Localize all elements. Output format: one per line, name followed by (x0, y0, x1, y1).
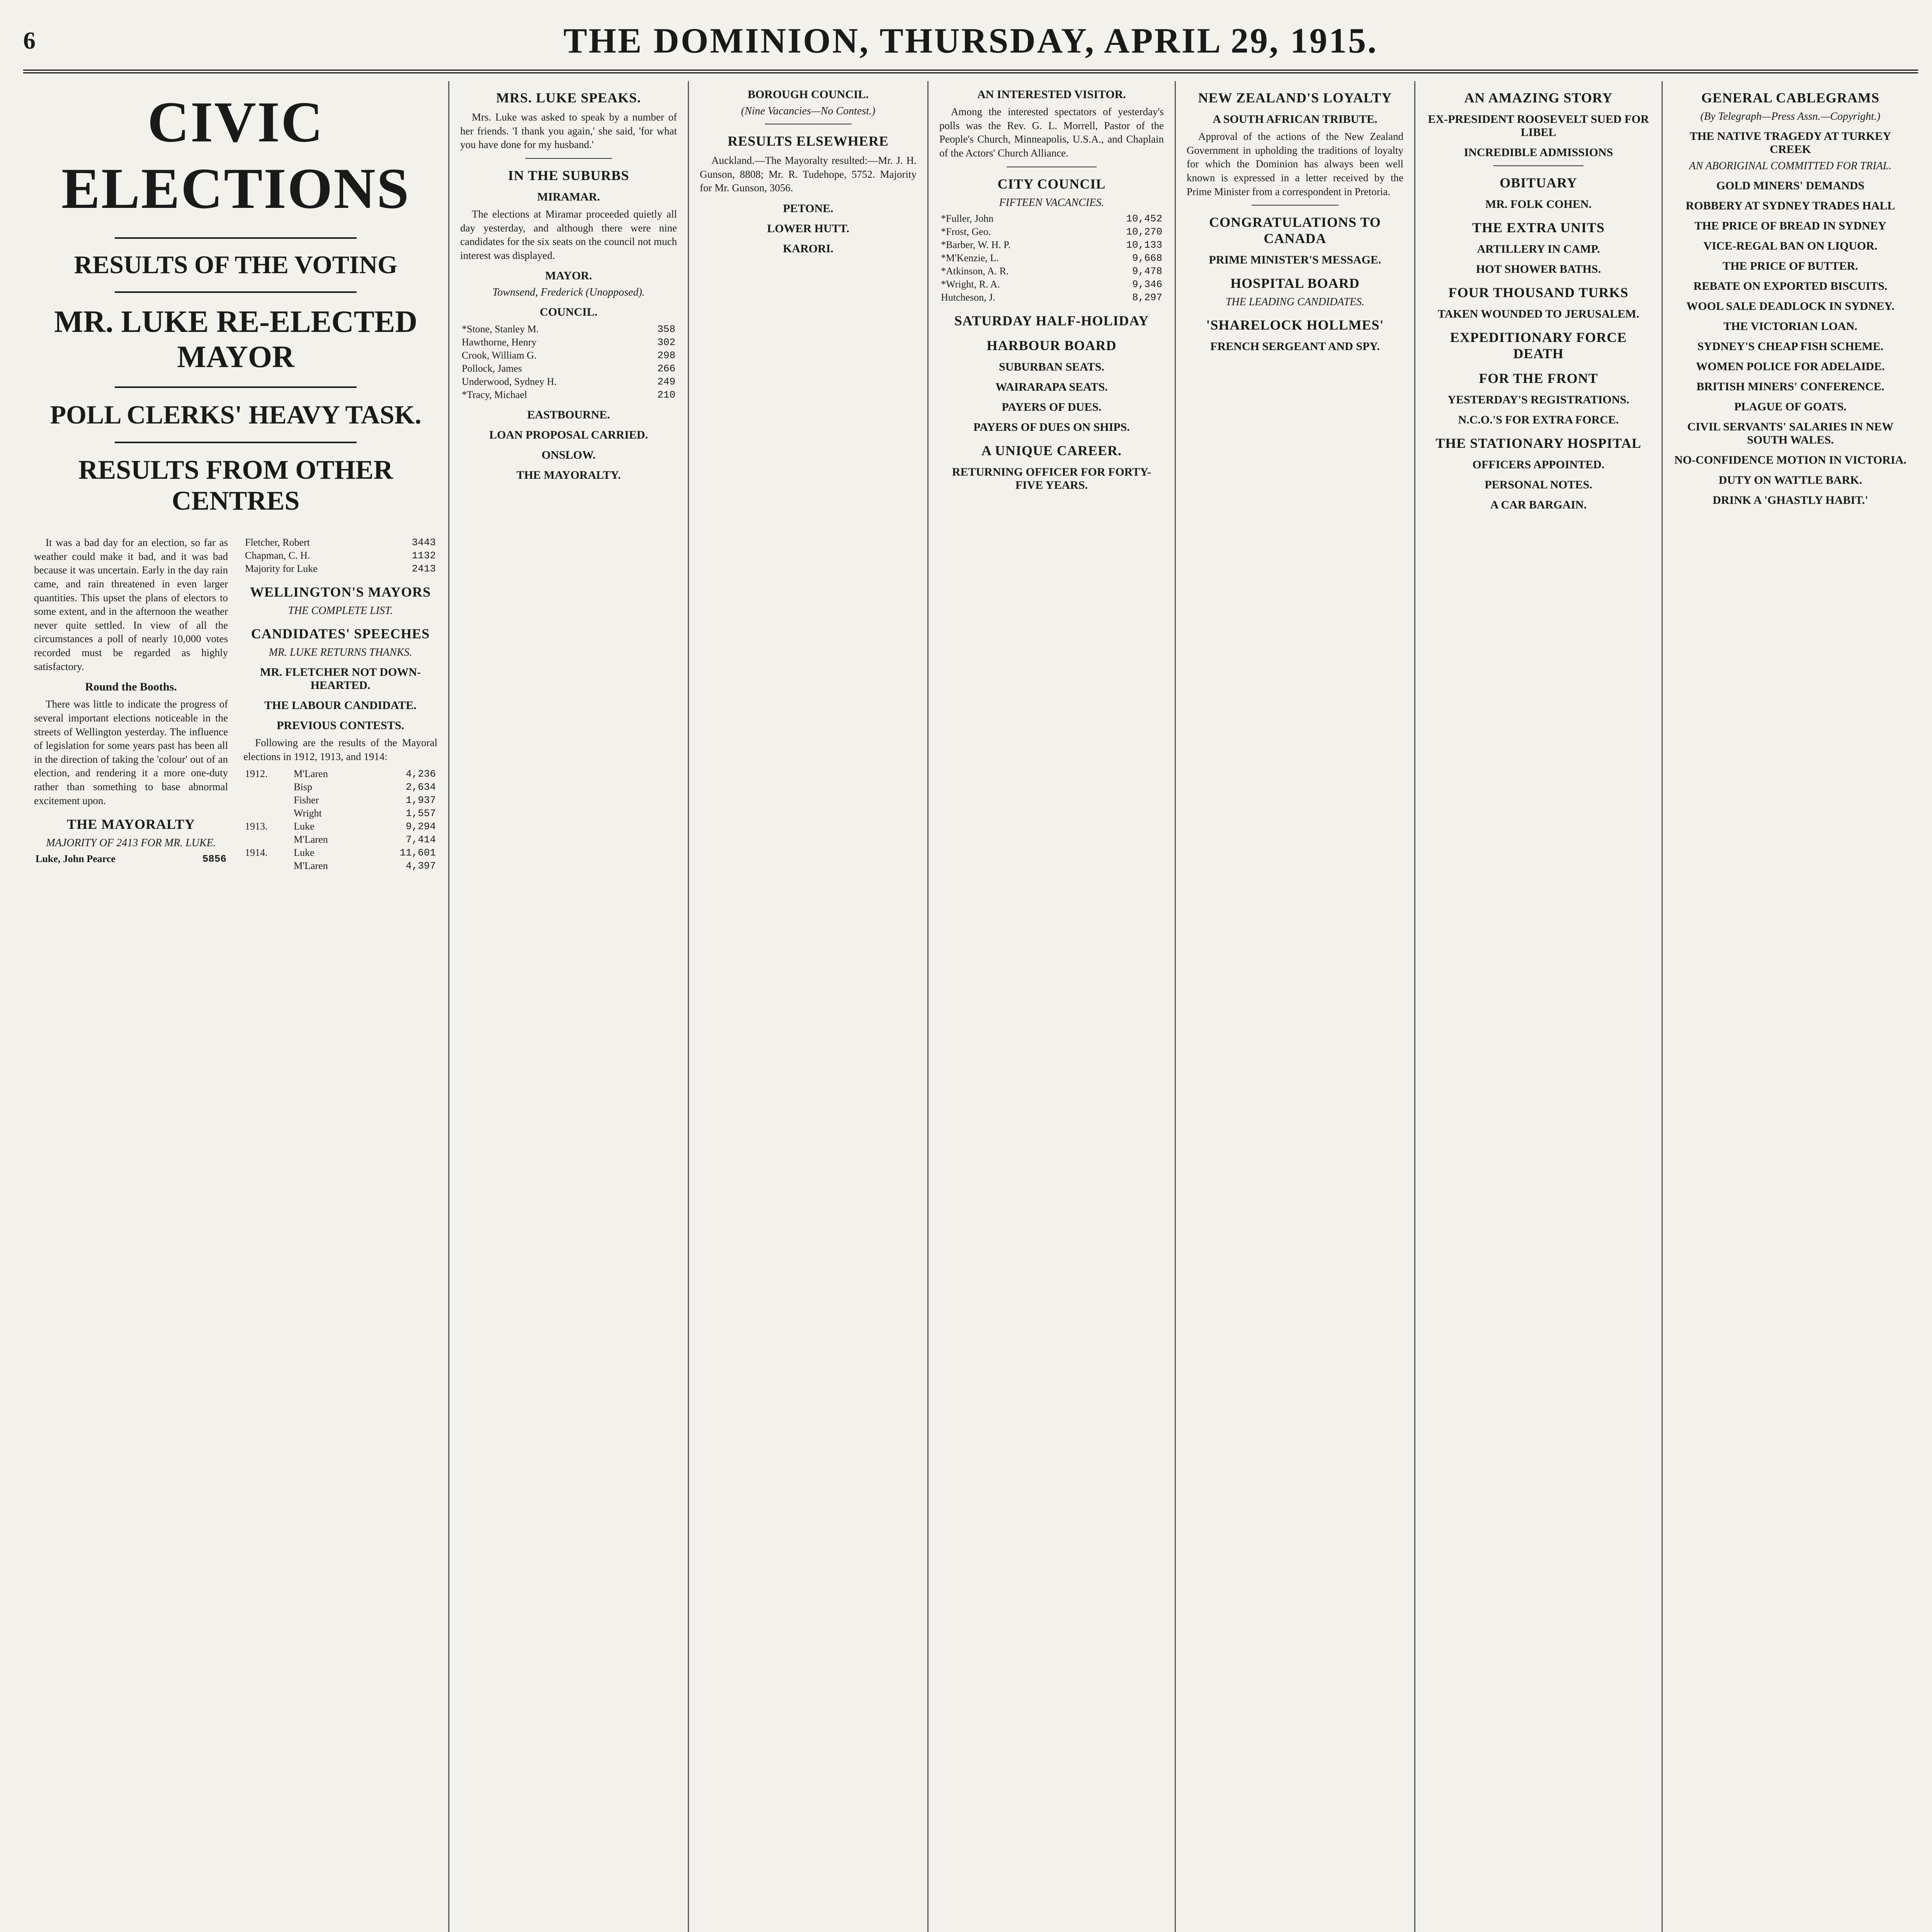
table-row: *Tracy, Michael 210 (462, 389, 675, 401)
table-row: Bisp 2,634 (294, 781, 436, 793)
payers-heading: PAYERS OF DUES. (1002, 400, 1102, 413)
divider (115, 237, 357, 239)
mayoralty-heading-2: THE MAYORALTY. (516, 469, 621, 482)
rebate-heading: REBATE ON EXPORTED BISCUITS. (1693, 280, 1888, 293)
suburbs-heading: IN THE SUBURBS (508, 167, 629, 183)
headline-other-centres: RESULTS FROM OTHER CENTRES (78, 455, 393, 516)
borough-sub: (Nine Vacancies—No Contest.) (741, 105, 876, 117)
table-row: *Atkinson, A. R. 9,478 (941, 265, 1162, 277)
headline-poll-clerks: POLL CLERKS' HEAVY TASK. (50, 400, 422, 429)
returning-heading: RETURNING OFFICER FOR FORTY-FIVE YEARS. (952, 465, 1151, 492)
british-miners-heading: BRITISH MINERS' CONFERENCE. (1696, 380, 1884, 393)
mayor-name: Townsend, Frederick (Unopposed). (492, 286, 645, 299)
career-heading: A UNIQUE CAREER. (981, 442, 1122, 458)
round-booths-heading: Round the Booths. (85, 680, 177, 694)
intro-paragraph: It was a bad day for an election, so far as weather could make it bad, and it was bad because it was uncertain. Early in the day rain came, and rain threatened in even larger quantities. This upset the plans of electors to some extent, and in the afternoon the weather never quite settled. In view of all the circumstances a poll of nearly 10,000 votes recorded must be regarded as highly satisfactory. (34, 537, 228, 672)
table-row: Crook, William G. 298 (462, 350, 675, 362)
expeditionary-heading: EXPEDITIONARY FORCE DEATH (1450, 330, 1627, 361)
headline-luke-reelected: MR. LUKE RE-ELECTED MAYOR (54, 305, 418, 374)
headline-civic-elections: CIVIC ELECTIONS (61, 90, 410, 221)
trial-heading: AN ABORIGINAL COMMITTED FOR TRIAL. (1689, 160, 1892, 172)
loyalty-heading: NEW ZEALAND'S LOYALTY (1198, 90, 1392, 105)
artillery-heading: ARTILLERY IN CAMP. (1477, 243, 1600, 255)
car-bargain-heading: A CAR BARGAIN. (1490, 498, 1587, 511)
table-row: *Barber, W. H. P. 10,133 (941, 239, 1162, 251)
visitor-heading: AN INTERESTED VISITOR. (977, 88, 1126, 101)
column-loyalty (1175, 81, 1414, 1932)
tribute-heading: A SOUTH AFRICAN TRIBUTE. (1213, 113, 1378, 126)
results-elsewhere-heading: RESULTS ELSEWHERE (728, 133, 889, 149)
table-row: Luke, John Pearce 5856 (36, 853, 226, 865)
column-front (1414, 81, 1662, 1932)
column-cablegrams (1662, 81, 1918, 1932)
city-council-heading: CITY COUNCIL (997, 176, 1106, 192)
table-row: Hutcheson, J. 8,297 (941, 291, 1162, 303)
onslow-heading: ONSLOW. (541, 449, 596, 462)
previous-contests-text: Following are the results of the Mayoral elections in 1912, 1913, and 1914: (243, 737, 437, 762)
harbour-heading: HARBOUR BOARD (986, 337, 1117, 353)
table-row: 1912. M'Laren 4,236 (245, 768, 436, 780)
robbery-heading: ROBBERY AT SYDNEY TRADES HALL (1685, 199, 1895, 212)
amazing-heading: AN AMAZING STORY (1464, 90, 1613, 105)
folk-cohen-heading: MR. FOLK COHEN. (1485, 198, 1592, 211)
petone-heading: PETONE. (783, 202, 833, 215)
women-police-heading: WOMEN POLICE FOR ADELAIDE. (1696, 360, 1885, 373)
miramar-heading: MIRAMAR. (537, 190, 600, 203)
loan-heading-vic: THE VICTORIAN LOAN. (1723, 320, 1857, 333)
wellingtons-mayors-heading: WELLINGTON'S MAYORS (250, 584, 431, 600)
civil-servants-heading: CIVIL SERVANTS' SALARIES IN NEW SOUTH WALES. (1687, 420, 1894, 446)
table-row: Majority for Luke 2413 (245, 563, 436, 575)
gold-heading: GOLD MINERS' DEMANDS (1716, 179, 1865, 192)
tribute-text: Approval of the actions of the New Zealand Government in upholding the traditions of loyalty for which the Dominion has always been well known is expressed in a letter received by the Prime Minister from a correspondent in Pretoria. (1187, 131, 1403, 197)
candidates-speeches-heading: CANDIDATES' SPEECHES (251, 626, 430, 641)
obituary-heading: OBITUARY (1500, 175, 1577, 190)
wellingtons-mayors-sub: THE COMPLETE LIST. (288, 605, 393, 617)
table-row: *Fuller, John 10,452 (941, 213, 1162, 224)
reinforcements-heading: YESTERDAY'S REGISTRATIONS. (1447, 393, 1629, 406)
column-civic-elections (23, 81, 448, 1932)
goats-heading: PLAGUE OF GOATS. (1734, 400, 1847, 413)
eastbourne-heading: EASTBOURNE. (527, 408, 610, 422)
visitor-text: Among the interested spectators of yesterday's polls was the Rev. G. L. Morrell, Pastor of the People's Church, Minneapolis, U.S.A., and Chaplain of the Actors' Church Alliance. (939, 106, 1164, 159)
hospital-sub: THE LEADING CANDIDATES. (1225, 296, 1365, 308)
ships-heading: PAYERS OF DUES ON SHIPS. (973, 420, 1130, 434)
sergeant-heading: FRENCH SERGEANT AND SPY. (1210, 340, 1380, 353)
turkey-heading: THE NATIVE TRAGEDY AT TURKEY CREEK (1689, 130, 1891, 156)
miramar-council-table (460, 323, 677, 401)
column-results-elsewhere (688, 81, 927, 1932)
table-row: Underwood, Sydney H. 249 (462, 376, 675, 388)
half-holiday-heading: SATURDAY HALF-HOLIDAY (954, 313, 1149, 328)
cables-sub: (By Telegraph—Press Assn.—Copyright.) (1700, 111, 1881, 122)
previous-contests-table (243, 767, 437, 872)
incredible-heading: INCREDIBLE ADMISSIONS (1464, 146, 1613, 159)
city-council-sub: FIFTEEN VACANCIES. (999, 196, 1104, 209)
loan-heading: LOAN PROPOSAL CARRIED. (489, 429, 648, 442)
table-row: M'Laren 7,414 (294, 834, 436, 846)
miramar-text: The elections at Miramar proceeded quietly all day yesterday, and although there were nine candidates for the six seats on the council not much interest was displayed. (460, 208, 677, 261)
mayoralty-heading: THE MAYORALTY (67, 816, 195, 832)
officers-heading: OFFICERS APPOINTED. (1472, 458, 1605, 471)
stationary-heading: THE STATIONARY HOSPITAL (1435, 435, 1641, 451)
vice-regal-heading: VICE-REGAL BAN ON LIQUOR. (1703, 240, 1878, 252)
no-confidence-heading: NO-CONFIDENCE MOTION IN VICTORIA. (1674, 454, 1906, 466)
bread-heading: THE PRICE OF BREAD IN SYDNEY (1694, 219, 1886, 232)
wool-heading: WOOL SALE DEADLOCK IN SYDNEY. (1686, 300, 1895, 313)
table-row: 1914. Luke 11,601 (245, 847, 436, 859)
table-row: Fisher 1,937 (294, 794, 436, 806)
roosevelt-heading: EX-PRESIDENT ROOSEVELT SUED FOR LIBEL (1428, 113, 1649, 139)
paper-title: THE DOMINION, THURSDAY, APRIL 29, 1915. (563, 21, 1378, 60)
borough-heading: BOROUGH COUNCIL. (747, 88, 869, 101)
front-heading: FOR THE FRONT (1479, 371, 1598, 386)
mayor-label: MAYOR. (545, 269, 592, 282)
labour-heading: THE LABOUR CANDIDATE. (264, 699, 417, 712)
mayoralty-majority: MAJORITY OF 2413 FOR MR. LUKE. (46, 837, 216, 849)
personal-heading: PERSONAL NOTES. (1485, 478, 1592, 491)
auckland-text: Auckland.—The Mayoralty resulted:—Mr. J. H. Gunson, 8808; Mr. R. Tudehope, 5752. Majority for Mr. Gunson, 3056. (700, 155, 917, 194)
table-row: *Stone, Stanley M. 358 (462, 323, 675, 335)
divider (115, 442, 357, 443)
table-row: Hawthorne, Henry 302 (462, 337, 675, 349)
table-row: *M'Kenzie, L. 9,668 (941, 252, 1162, 264)
council-label: COUNCIL. (539, 306, 598, 319)
table-row: Chapman, C. H. 1132 (245, 550, 436, 561)
karori-heading: KARORI. (783, 242, 833, 255)
column-suburbs (448, 81, 688, 1932)
ncos-heading: N.C.O.'S FOR EXTRA FORCE. (1458, 413, 1619, 426)
drink-heading: DRINK A 'GHASTLY HABIT.' (1713, 494, 1868, 507)
previous-contests-heading: PREVIOUS CONTESTS. (276, 719, 405, 732)
showers-heading: HOT SHOWER BATHS. (1476, 263, 1601, 276)
candidates-speeches-sub: MR. LUKE RETURNS THANKS. (269, 646, 412, 658)
city-council-table (939, 212, 1164, 304)
civic-body (34, 536, 437, 872)
headline-results: RESULTS OF THE VOTING (74, 251, 398, 279)
jerusalem-heading: TAKEN WOUNDED TO JERUSALEM. (1437, 308, 1639, 320)
prime-minister-heading: PRIME MINISTER'S MESSAGE. (1209, 253, 1381, 267)
fish-heading: SYDNEY'S CHEAP FISH SCHEME. (1697, 340, 1884, 353)
mrs-luke-text: Mrs. Luke was asked to speak by a number of her friends. 'I thank you again,' she said, 'for what you have done for my husband.' (460, 111, 677, 151)
masthead (23, 12, 1918, 73)
cables-heading: GENERAL CABLEGRAMS (1701, 90, 1880, 105)
table-row: 1913. Luke 9,294 (245, 821, 436, 833)
hospital-heading: HOSPITAL BOARD (1230, 276, 1360, 291)
butter-heading: THE PRICE OF BUTTER. (1723, 260, 1858, 272)
page-number: 6 (23, 27, 36, 54)
table-row: *Wright, R. A. 9,346 (941, 278, 1162, 290)
table-row: Wright 1,557 (294, 808, 436, 820)
duty-heading: DUTY ON WATTLE BARK. (1718, 474, 1862, 486)
table-row: Fletcher, Robert 3443 (245, 537, 436, 548)
fletcher-heading: MR. FLETCHER NOT DOWN-HEARTED. (260, 666, 421, 692)
wairarapa-heading: WAIRARAPA SEATS. (995, 380, 1108, 393)
four-thousand-heading: FOUR THOUSAND TURKS (1448, 285, 1629, 300)
table-row: M'Laren 4,397 (294, 860, 436, 872)
canada-heading: CONGRATULATIONS TO CANADA (1209, 214, 1381, 247)
mrs-luke-heading: MRS. LUKE SPEAKS. (496, 90, 641, 105)
divider (115, 291, 357, 293)
sharelock-heading: 'SHARELOCK HOLLMES' (1206, 317, 1384, 333)
suburban-heading: SUBURBAN SEATS. (999, 360, 1104, 373)
table-row: Pollock, James 266 (462, 363, 675, 375)
round-booths-text: There was little to indicate the progress of several important elections noticeable in the streets of Wellington yesterday. The influence of legislation for some years past has been all in the direction of taking the 'colour' out of an election, and rendering it a more one-duty rather than something to base abnormal excitement upon. (34, 698, 228, 806)
divider (115, 386, 357, 388)
lower-hutt-heading: LOWER HUTT. (767, 222, 849, 235)
column-city-council (927, 81, 1175, 1932)
table-row: *Frost, Geo. 10,270 (941, 226, 1162, 238)
extra-units-heading: THE EXTRA UNITS (1472, 220, 1605, 235)
